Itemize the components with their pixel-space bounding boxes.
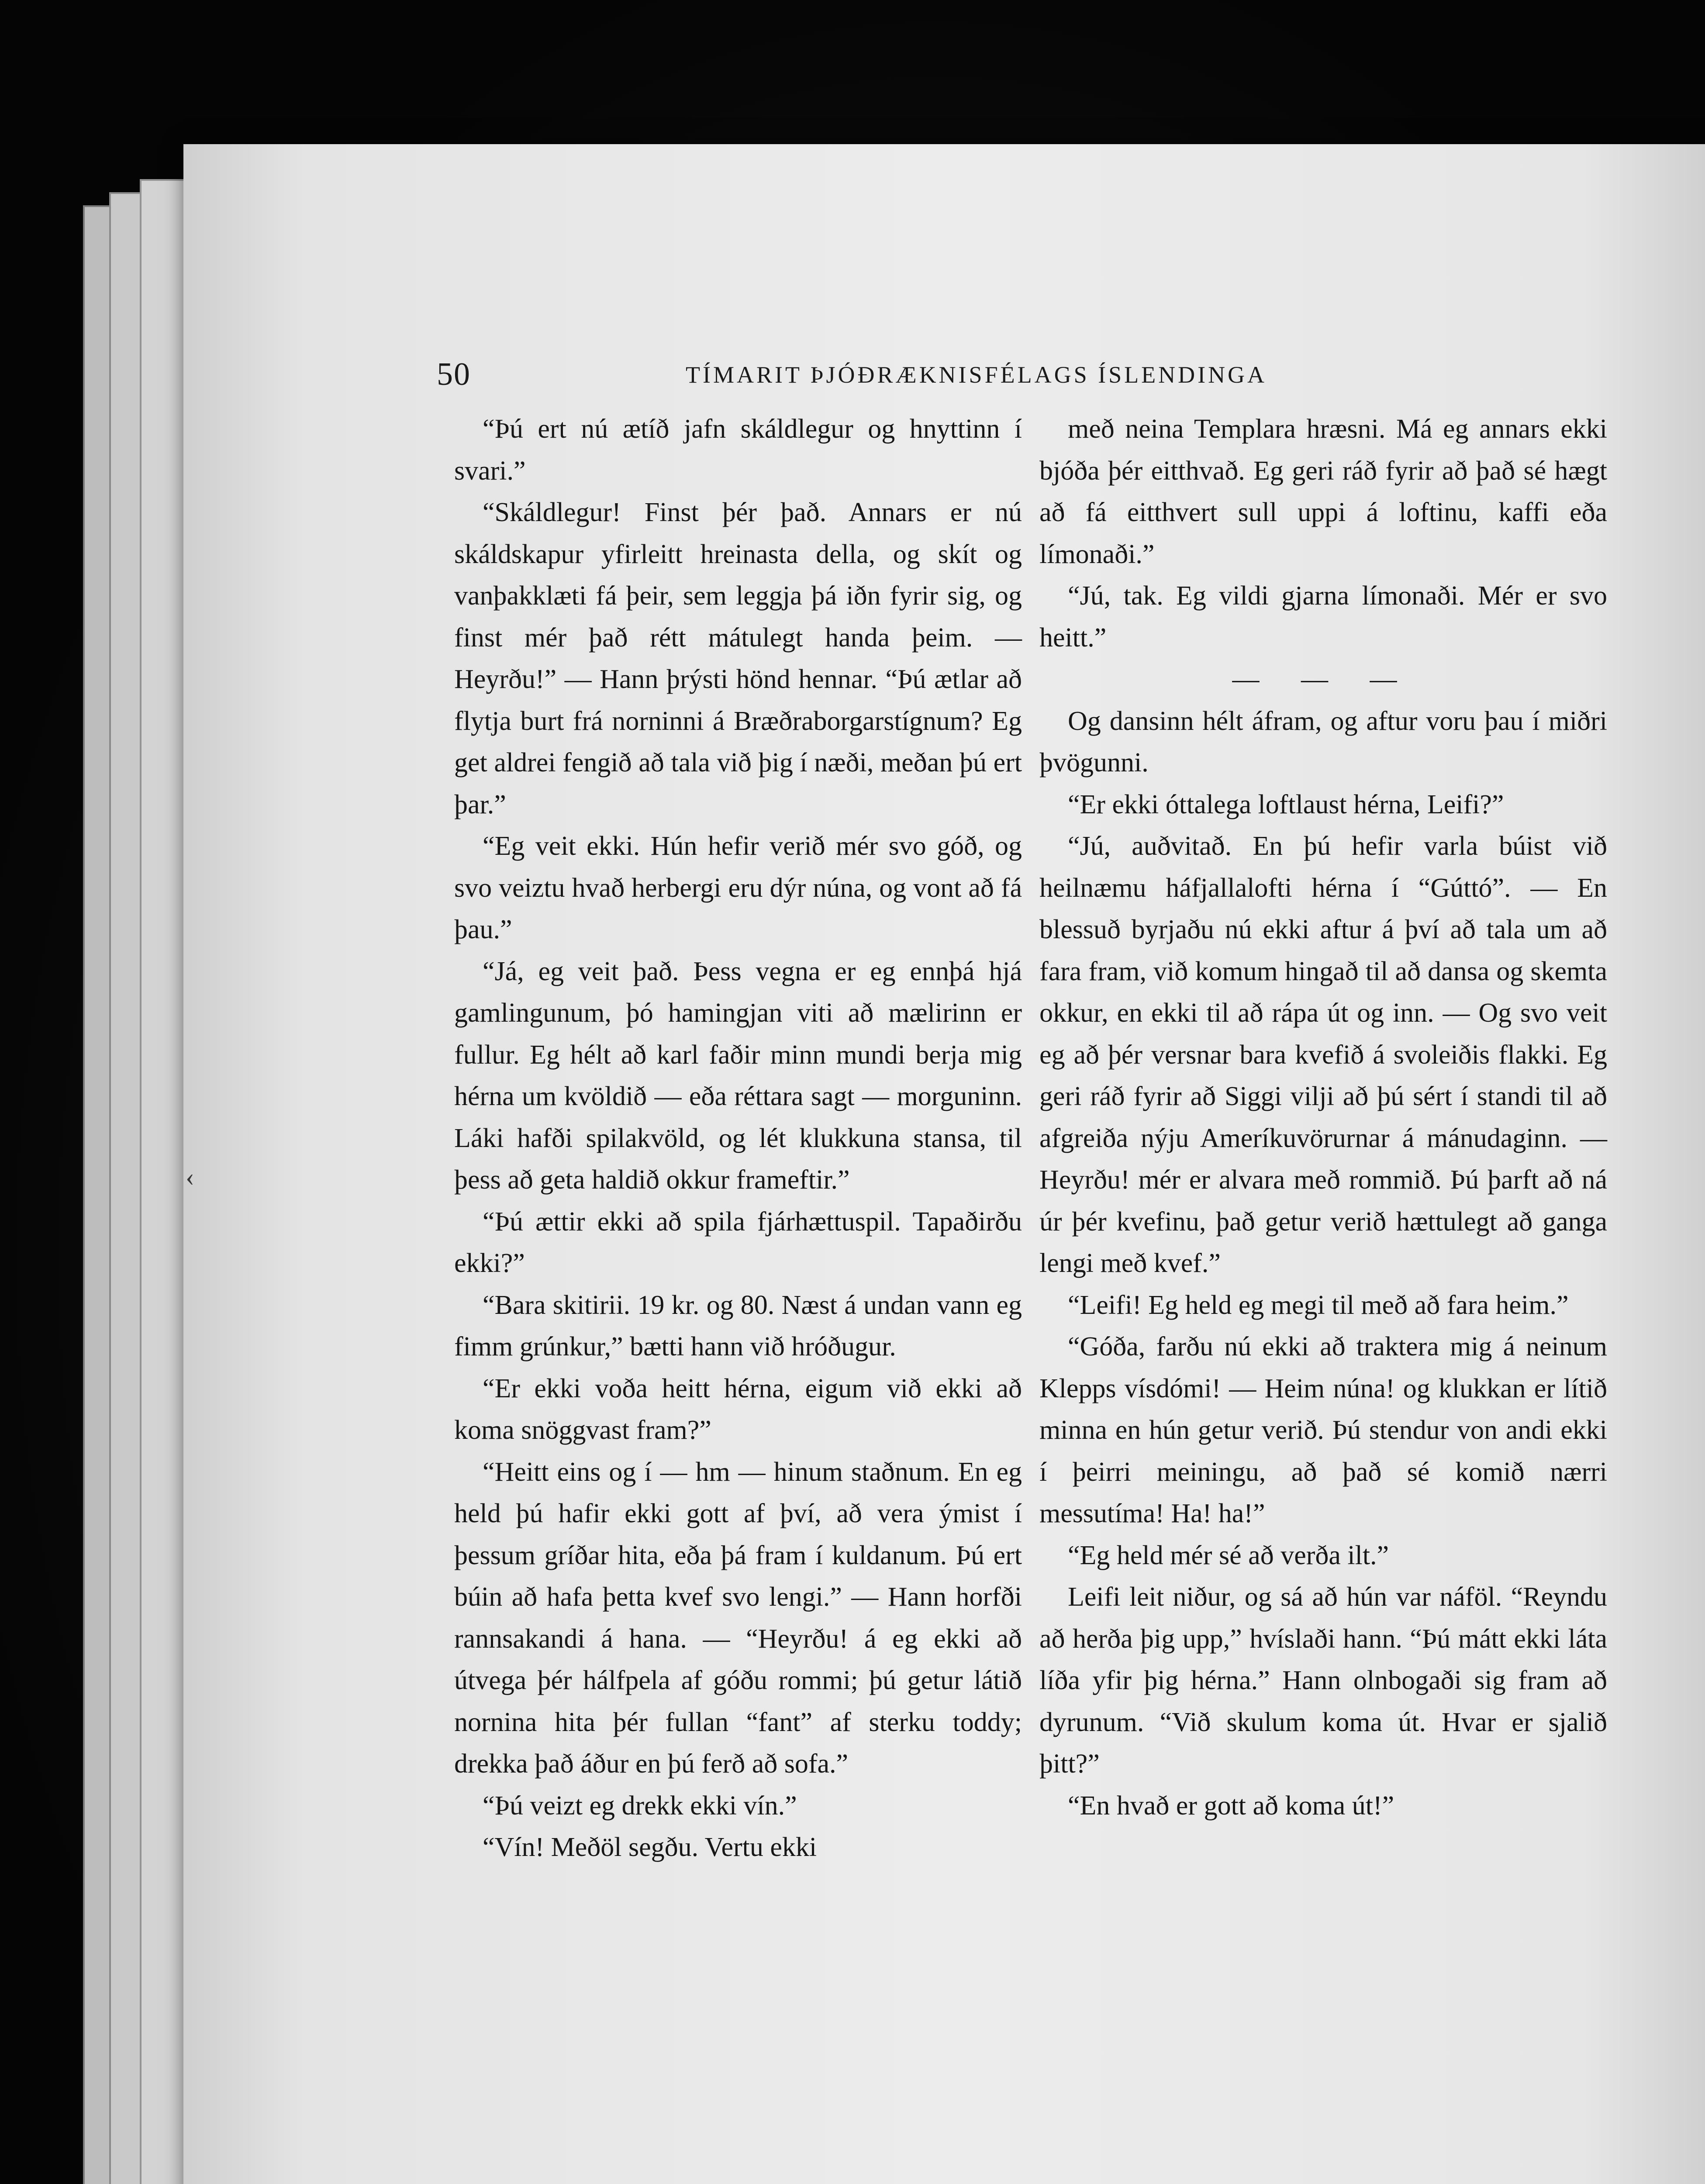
paragraph: með neina Templara hræsni. Má eg annars ekki bjóða þér eitthvað. Eg geri ráð fyrir að það sé hægt að fá eitthvert sull uppi á loftinu, kaffi eða límonaði.” [1039,414,1607,569]
paragraph: “Þú ættir ekki að spila fjárhættuspil. Tapaðirðu ekki?” [454,1206,1022,1278]
paragraph: “Eg held mér sé að verða ilt.” [1068,1540,1389,1570]
left-text-column [454,408,1022,1869]
paragraph: “Eg veit ekki. Hún hefir verið mér svo góð, og svo veiztu hvað herbergi eru dýr núna, og vont að fá þau.” [454,831,1022,944]
paragraph: “Þú veizt eg drekk ekki vín.” [483,1790,797,1821]
paragraph: “Góða, farðu nú ekki að traktera mig á neinum Klepps vísdómi! — Heim núna! og klukkan er lítið minna en hún getur verið. Þú stendur von andi ekki í þeirri meiningu, að það sé komið nærri messutíma! Ha! ha!” [1039,1332,1607,1528]
paragraph: “Skáldlegur! Finst þér það. Annars er nú skáldskapur yfirleitt hreinasta della, og skít og vanþakklæti fá þeir, sem leggja þá iðn fyrir sig, og finst mér það rétt mátulegt handa þeim. — Heyrðu!” — Hann þrýsti hönd hennar. “Þú ætlar að flytja burt frá norninni á Bræðraborgarstígnum? Eg get aldrei fengið að tala við þig í næði, meðan þú ert þar.” [454,498,1022,819]
paragraph: “Er ekki óttalega loftlaust hérna, Leifi?” [1068,789,1504,819]
section-separator: — — — [1232,664,1415,694]
running-head [437,356,1705,408]
paragraph: “Bara skitirii. 19 kr. og 80. Næst á undan vann eg fimm grúnkur,” bætti hann við hróðugur. [454,1290,1022,1362]
paragraph: “Vín! Meðöl segðu. Vertu ekki [483,1832,817,1862]
paragraph: “En hvað er gott að koma út!” [1068,1790,1394,1821]
paragraph: Og dansinn hélt áfram, og aftur voru þau í miðri þvögunni. [1039,706,1607,778]
paragraph: “Heitt eins og í — hm — hinum staðnum. En eg held þú hafir ekki gott af því, að vera ýmist í þessum gríðar hita, eða þá fram í kuldanum. Þú ert búin að hafa þetta kvef svo lengi.” — Hann horfði rannsakandi á hana. — “Heyrðu! á eg ekki að útvega þér hálfpela af góðu rommi; þú getur látið nornina hita þér fullan “fant” af sterku toddy; drekka það áður en þú ferð að sofa.” [454,1457,1022,1779]
paragraph: “Þú ert nú ætíð jafn skáldlegur og hnyttinn í svari.” [454,414,1022,486]
paragraph: Leifi leit niður, og sá að hún var náföl. “Reyndu að herða þig upp,” hvíslaði hann. “Þú mátt ekki láta líða yfir þig hérna.” Hann olnbogaði sig fram að dyrunum. “Við skulum koma út. Hvar er sjalið þitt?” [1039,1582,1607,1779]
page-number: 50 [437,356,471,392]
paragraph: “Já, eg veit það. Þess vegna er eg ennþá hjá gamlingunum, þó hamingjan viti að mælirinn er fullur. Eg hélt að karl faðir minn mundi berja mig hérna um kvöldið — eða réttara sagt — morguninn. Láki hafði spilakvöld, og lét klukkuna stansa, til þess að geta haldið okkur frameftir.” [454,956,1022,1195]
journal-title: TÍMARIT ÞJÓÐRÆKNISFÉLAGS ÍSLENDINGA [686,362,1267,388]
paragraph: “Jú, auðvitað. En þú hefir varla búist við heilnæmu háfjallalofti hérna í “Gúttó”. — En blessuð byrjaðu nú ekki aftur á því að tala um að fara fram, við komum hingað til að dansa og skemta okkur, en ekki til að rápa út og inn. — Og svo veit eg að þér versnar bara kvefið á svoleiðis flakki. Eg geri ráð fyrir að Siggi vilji að þú sért í standi til að afgreiða nýju Ameríkuvörurnar á mánudaginn. — Heyrðu! mér er alvara með rommið. Þú þarft að ná úr þér kvefinu, það getur verið hættulegt að ganga lengi með kvef.” [1039,831,1607,1278]
margin-bracket-icon: ‹ [186,1162,194,1191]
paragraph: “Leifi! Eg held eg megi til með að fara heim.” [1068,1290,1569,1320]
paragraph: “Er ekki voða heitt hérna, eigum við ekki að koma snöggvast fram?” [454,1373,1022,1445]
paragraph: “Jú, tak. Eg vildi gjarna límonaði. Mér er svo heitt.” [1039,581,1607,653]
right-text-column [1039,408,1607,1827]
